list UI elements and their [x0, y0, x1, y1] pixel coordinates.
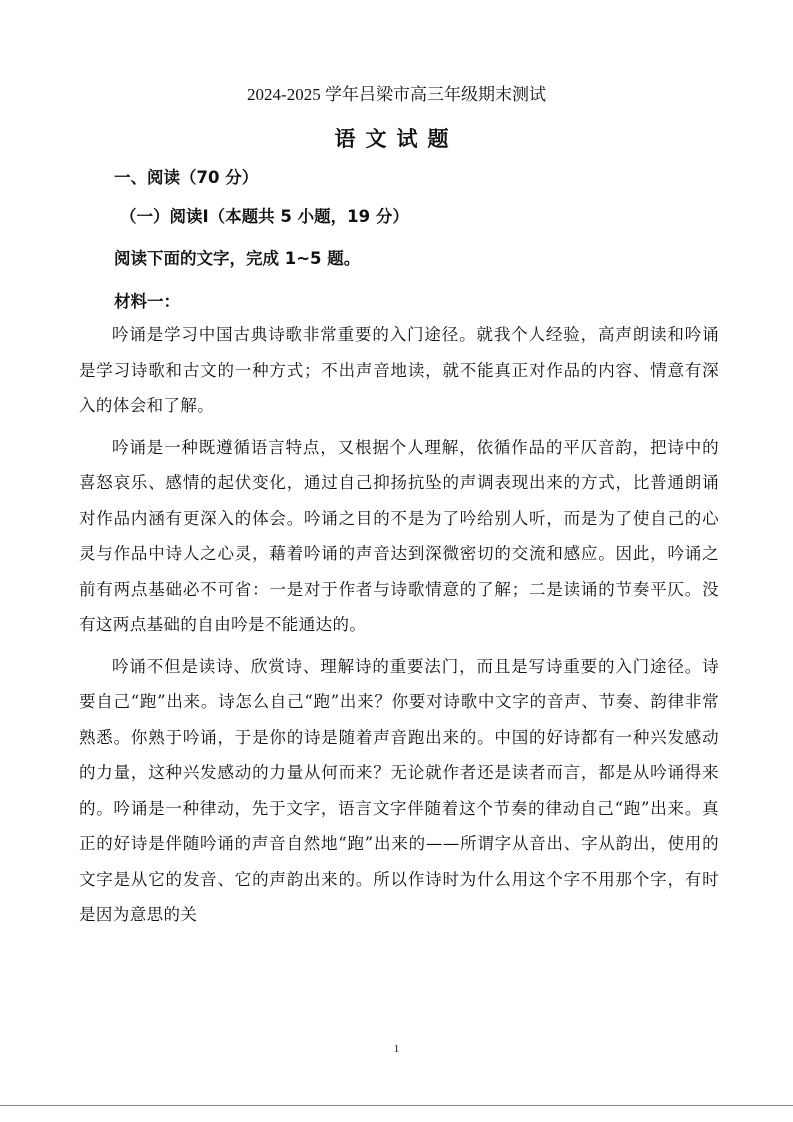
section-heading: 一、阅读（70 分） — [114, 168, 259, 187]
instruction-text: 阅读下面的文字，完成 1~5 题。 — [114, 249, 361, 268]
paragraph: 吟诵是一种既遵循语言特点，又根据个人理解，依循作品的平仄音韵，把诗中的喜怒哀乐、感情的起伏变化，通过自己抑扬抗坠的声调表现出来的方式，比普通朗诵对作品内涵有更深入的体会。吟诵之目的不是为了吟给别人听，而是为了使自己的心灵与作品中诗人之心灵，藉着吟诵的声音达到深微密切的交流和感应。因此，吟诵之前有两点基础必不可省：一是对于作者与诗歌情意的了解；二是读诵的节奏平仄。没有这两点基础的自由吟是不能通达的。 — [79, 437, 719, 634]
paragraph: 吟诵是学习中国古典诗歌非常重要的入门途径。就我个人经验，高声朗读和吟诵是学习诗歌和古文的一种方式；不出声音地读，就不能真正对作品的内容、情意有深入的体会和了解。 — [79, 325, 719, 415]
material-label: 材料一： — [114, 292, 180, 311]
material-body — [79, 317, 719, 939]
bottom-divider — [0, 1105, 793, 1106]
page-number: 1 — [393, 1043, 400, 1055]
subject-title: 语文试题 — [334, 127, 459, 151]
subsection-heading: （一）阅读Ⅰ（本题共 5 小题，19 分） — [120, 207, 409, 226]
paragraph: 吟诵不但是读诗、欣赏诗、理解诗的重要法门，而且是写诗重要的入门途径。诗要自己“跑”出来。诗怎么自己“跑”出来？你要对诗歌中文字的音声、节奏、韵律非常熟悉。你熟于吟诵，于是你的诗是随着声音跑出来的。中国的好诗都有一种兴发感动的力量，这种兴发感动的力量从何而来？无论就作者还是读者而言，都是从吟诵得来的。吟诵是一种律动，先于文字，语言文字伴随着这个节奏的律动自己“跑”出来。真正的好诗是伴随吟诵的声音自然地“跑”出来的——所谓字从音出、字从韵出，使用的文字是从它的发音、它的声韵出来的。所以作诗时为什么用这个字不用那个字，有时是因为意思的关 — [79, 656, 719, 924]
exam-title: 2024-2025 学年吕梁市高三年级期末测试 — [247, 85, 546, 104]
